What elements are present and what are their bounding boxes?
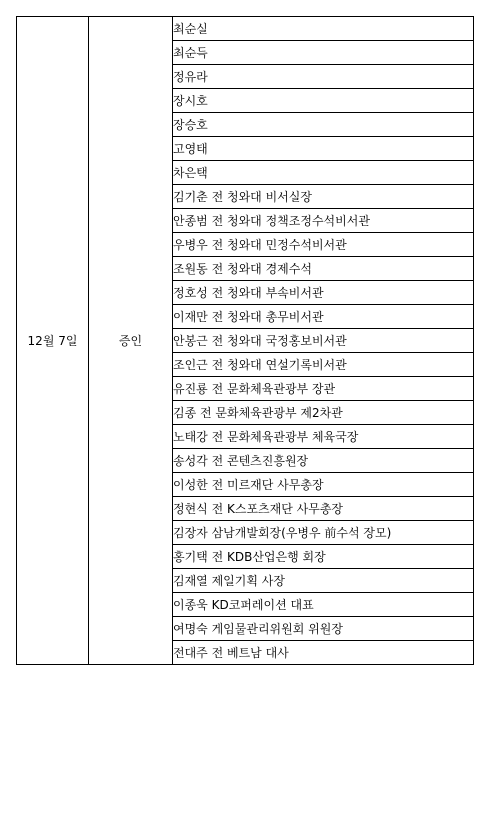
witness-table-body <box>17 17 474 665</box>
date-cell: 12월 7일 <box>17 17 89 665</box>
witness-name-cell: 최순실 <box>173 17 474 41</box>
witness-name-cell: 우병우 전 청와대 민정수석비서관 <box>173 233 474 257</box>
witness-schedule-table <box>16 16 474 665</box>
witness-name-cell: 조인근 전 청와대 연설기록비서관 <box>173 353 474 377</box>
witness-name-cell: 안봉근 전 청와대 국정홍보비서관 <box>173 329 474 353</box>
witness-name-cell: 전대주 전 베트남 대사 <box>173 641 474 665</box>
witness-name-cell: 유진룡 전 문화체육관광부 장관 <box>173 377 474 401</box>
witness-name-cell: 김재열 제일기획 사장 <box>173 569 474 593</box>
witness-name-cell: 정현식 전 K스포츠재단 사무총장 <box>173 497 474 521</box>
witness-name-cell: 홍기택 전 KDB산업은행 회장 <box>173 545 474 569</box>
witness-name-cell: 송성각 전 콘텐츠진흥원장 <box>173 449 474 473</box>
witness-name-cell: 김종 전 문화체육관광부 제2차관 <box>173 401 474 425</box>
witness-name-cell: 최순득 <box>173 41 474 65</box>
witness-name-cell: 이종욱 KD코퍼레이션 대표 <box>173 593 474 617</box>
witness-name-cell: 김기춘 전 청와대 비서실장 <box>173 185 474 209</box>
witness-name-cell: 노태강 전 문화체육관광부 체육국장 <box>173 425 474 449</box>
witness-name-cell: 김장자 삼남개발회장(우병우 前수석 장모) <box>173 521 474 545</box>
witness-name-cell: 장시호 <box>173 89 474 113</box>
witness-name-cell: 안종범 전 청와대 정책조정수석비서관 <box>173 209 474 233</box>
witness-name-cell: 조원동 전 청와대 경제수석 <box>173 257 474 281</box>
witness-name-cell: 정유라 <box>173 65 474 89</box>
witness-name-cell: 이재만 전 청와대 총무비서관 <box>173 305 474 329</box>
witness-name-cell: 정호성 전 청와대 부속비서관 <box>173 281 474 305</box>
witness-name-cell: 이성한 전 미르재단 사무총장 <box>173 473 474 497</box>
witness-name-cell: 장승호 <box>173 113 474 137</box>
table-row <box>17 17 474 41</box>
witness-name-cell: 여명숙 게임물관리위원회 위원장 <box>173 617 474 641</box>
role-cell: 증인 <box>89 17 173 665</box>
witness-name-cell: 차은택 <box>173 161 474 185</box>
witness-name-cell: 고영태 <box>173 137 474 161</box>
